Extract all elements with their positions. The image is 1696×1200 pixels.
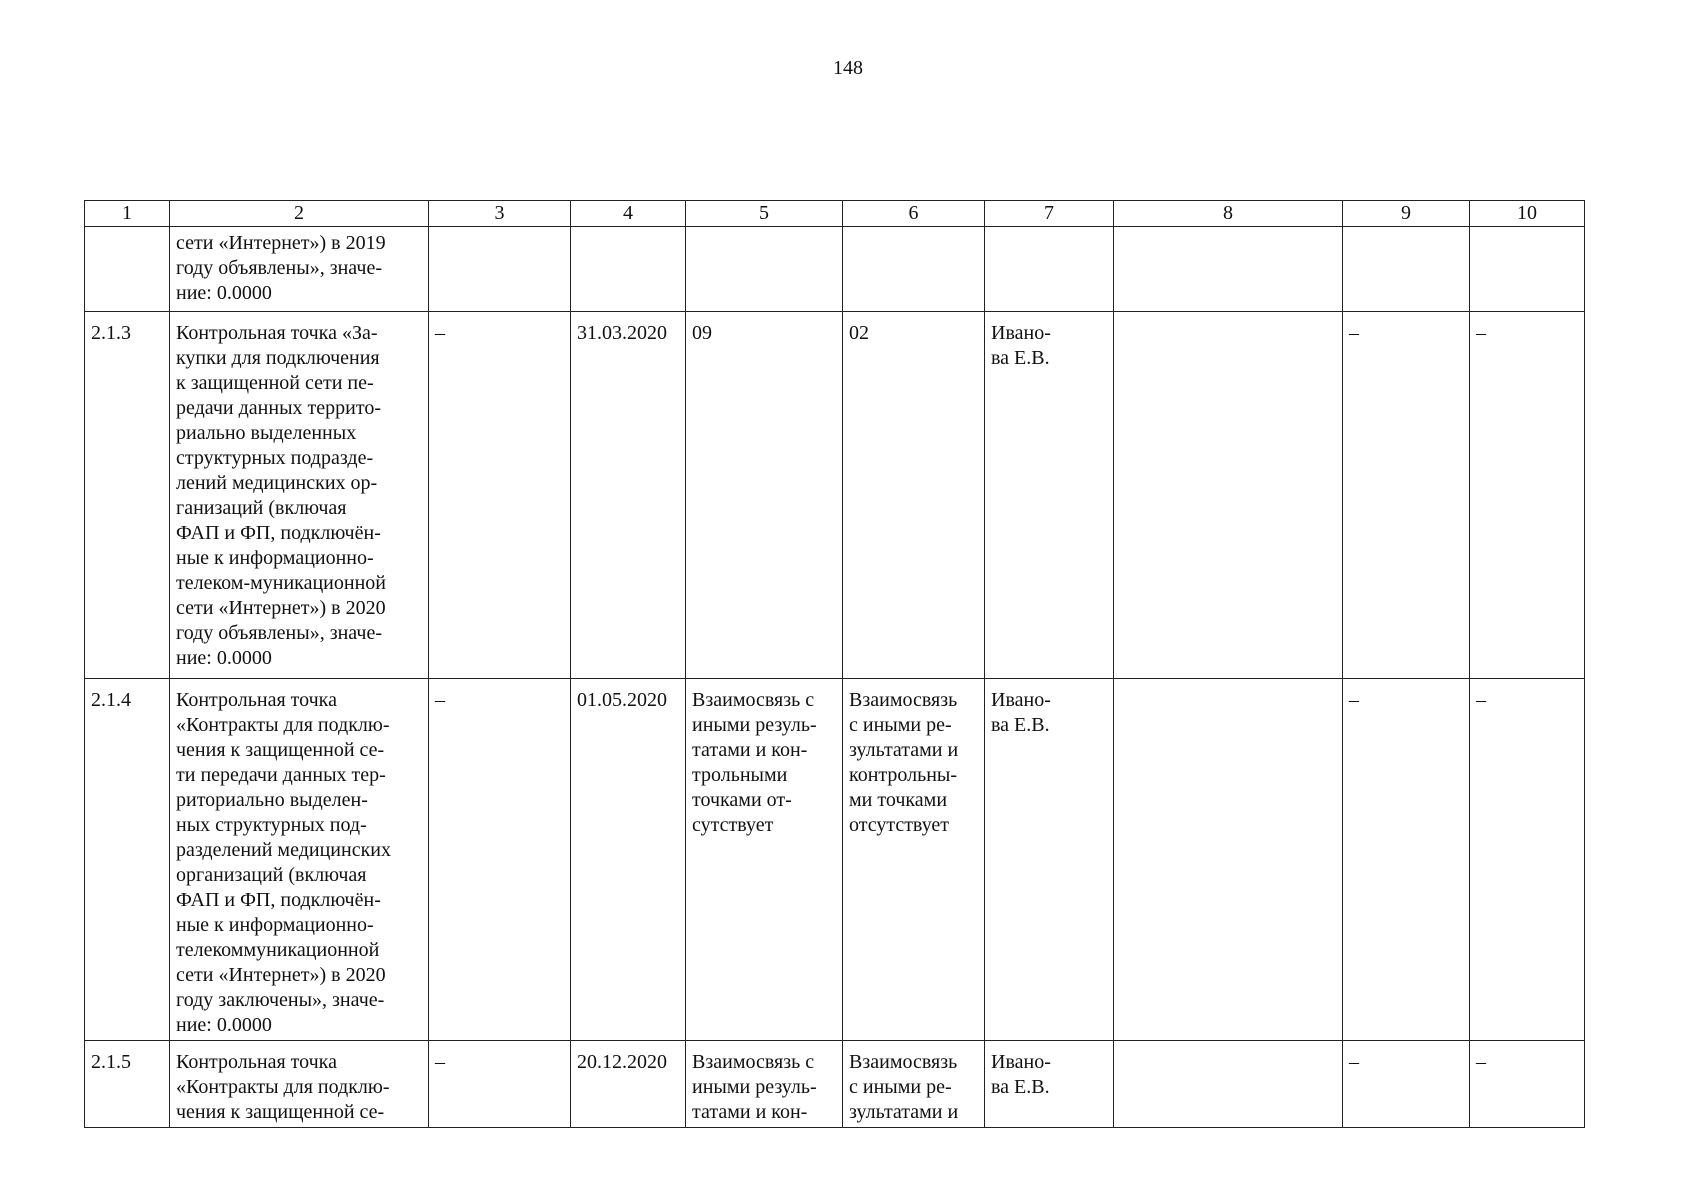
column-header-10: 10 (1470, 201, 1585, 227)
row-number-cell (85, 227, 170, 312)
date-cell: 20.12.2020 (571, 1041, 686, 1128)
column-header-3: 3 (429, 201, 571, 227)
description-cell: Контрольная точка «Контракты для подклю- чения к защищенной се- (170, 1041, 429, 1128)
plan-table (84, 200, 1585, 1128)
row-number-cell: 2.1.5 (85, 1041, 170, 1128)
table-row (85, 312, 1585, 679)
column-header-1: 1 (85, 201, 170, 227)
column-header-5: 5 (686, 201, 843, 227)
page-number: 148 (833, 57, 863, 79)
responsible-cell: Ивано- ва Е.В. (985, 1041, 1114, 1128)
table-row (85, 227, 1585, 312)
column-5-cell: Взаимосвязь с иными резуль- татами и кон- (686, 1041, 843, 1128)
column-8-cell (1114, 312, 1343, 679)
column-9-cell: – (1343, 1041, 1470, 1128)
responsible-cell (985, 227, 1114, 312)
responsible-cell: Ивано- ва Е.В. (985, 679, 1114, 1041)
column-10-cell: – (1470, 1041, 1585, 1128)
column-3-cell (429, 227, 571, 312)
column-6-cell: Взаимосвязь с иными ре- зультатами и контрольны- ми точками отсутствует (843, 679, 985, 1041)
column-header-4: 4 (571, 201, 686, 227)
column-5-cell: Взаимосвязь с иными резуль- татами и кон- трольными точками от- сутствует (686, 679, 843, 1041)
date-cell (571, 227, 686, 312)
column-10-cell (1470, 227, 1585, 312)
column-3-cell: – (429, 312, 571, 679)
column-6-cell (843, 227, 985, 312)
table-row (85, 1041, 1585, 1128)
column-3-cell: – (429, 679, 571, 1041)
column-3-cell: – (429, 1041, 571, 1128)
column-10-cell: – (1470, 679, 1585, 1041)
date-cell: 31.03.2020 (571, 312, 686, 679)
table-row (85, 679, 1585, 1041)
column-6-cell: Взаимосвязь с иными ре- зультатами и (843, 1041, 985, 1128)
column-8-cell (1114, 679, 1343, 1041)
description-cell: Контрольная точка «За- купки для подключения к защищенной сети пе- редачи данных террито- риально выделенных структурных подразде- лений медицинских ор- ганизаций (включая ФАП и ФП, подключён- ные к информационно- телеком-муникационной сети «Интернет») в 2020 году объявлены», значе- ние: 0.0000 (170, 312, 429, 679)
header-row (85, 201, 1585, 227)
column-header-7: 7 (985, 201, 1114, 227)
column-header-8: 8 (1114, 201, 1343, 227)
column-8-cell (1114, 1041, 1343, 1128)
row-number-cell: 2.1.4 (85, 679, 170, 1041)
column-10-cell: – (1470, 312, 1585, 679)
column-header-6: 6 (843, 201, 985, 227)
row-number-cell: 2.1.3 (85, 312, 170, 679)
column-6-cell: 02 (843, 312, 985, 679)
column-header-2: 2 (170, 201, 429, 227)
description-cell: Контрольная точка «Контракты для подклю- чения к защищенной се- ти передачи данных тер- риториально выделен- ных структурных под- разделений медицинских организаций (включая ФАП и ФП, подключён- ные к информационно- телекоммуникационной сети «Интернет») в 2020 году заключены», значе- ние: 0.0000 (170, 679, 429, 1041)
column-9-cell: – (1343, 679, 1470, 1041)
date-cell: 01.05.2020 (571, 679, 686, 1041)
column-9-cell: – (1343, 312, 1470, 679)
column-8-cell (1114, 227, 1343, 312)
column-header-9: 9 (1343, 201, 1470, 227)
column-5-cell: 09 (686, 312, 843, 679)
column-9-cell (1343, 227, 1470, 312)
responsible-cell: Ивано- ва Е.В. (985, 312, 1114, 679)
description-cell: сети «Интернет») в 2019 году объявлены», значе- ние: 0.0000 (170, 227, 429, 312)
column-5-cell (686, 227, 843, 312)
